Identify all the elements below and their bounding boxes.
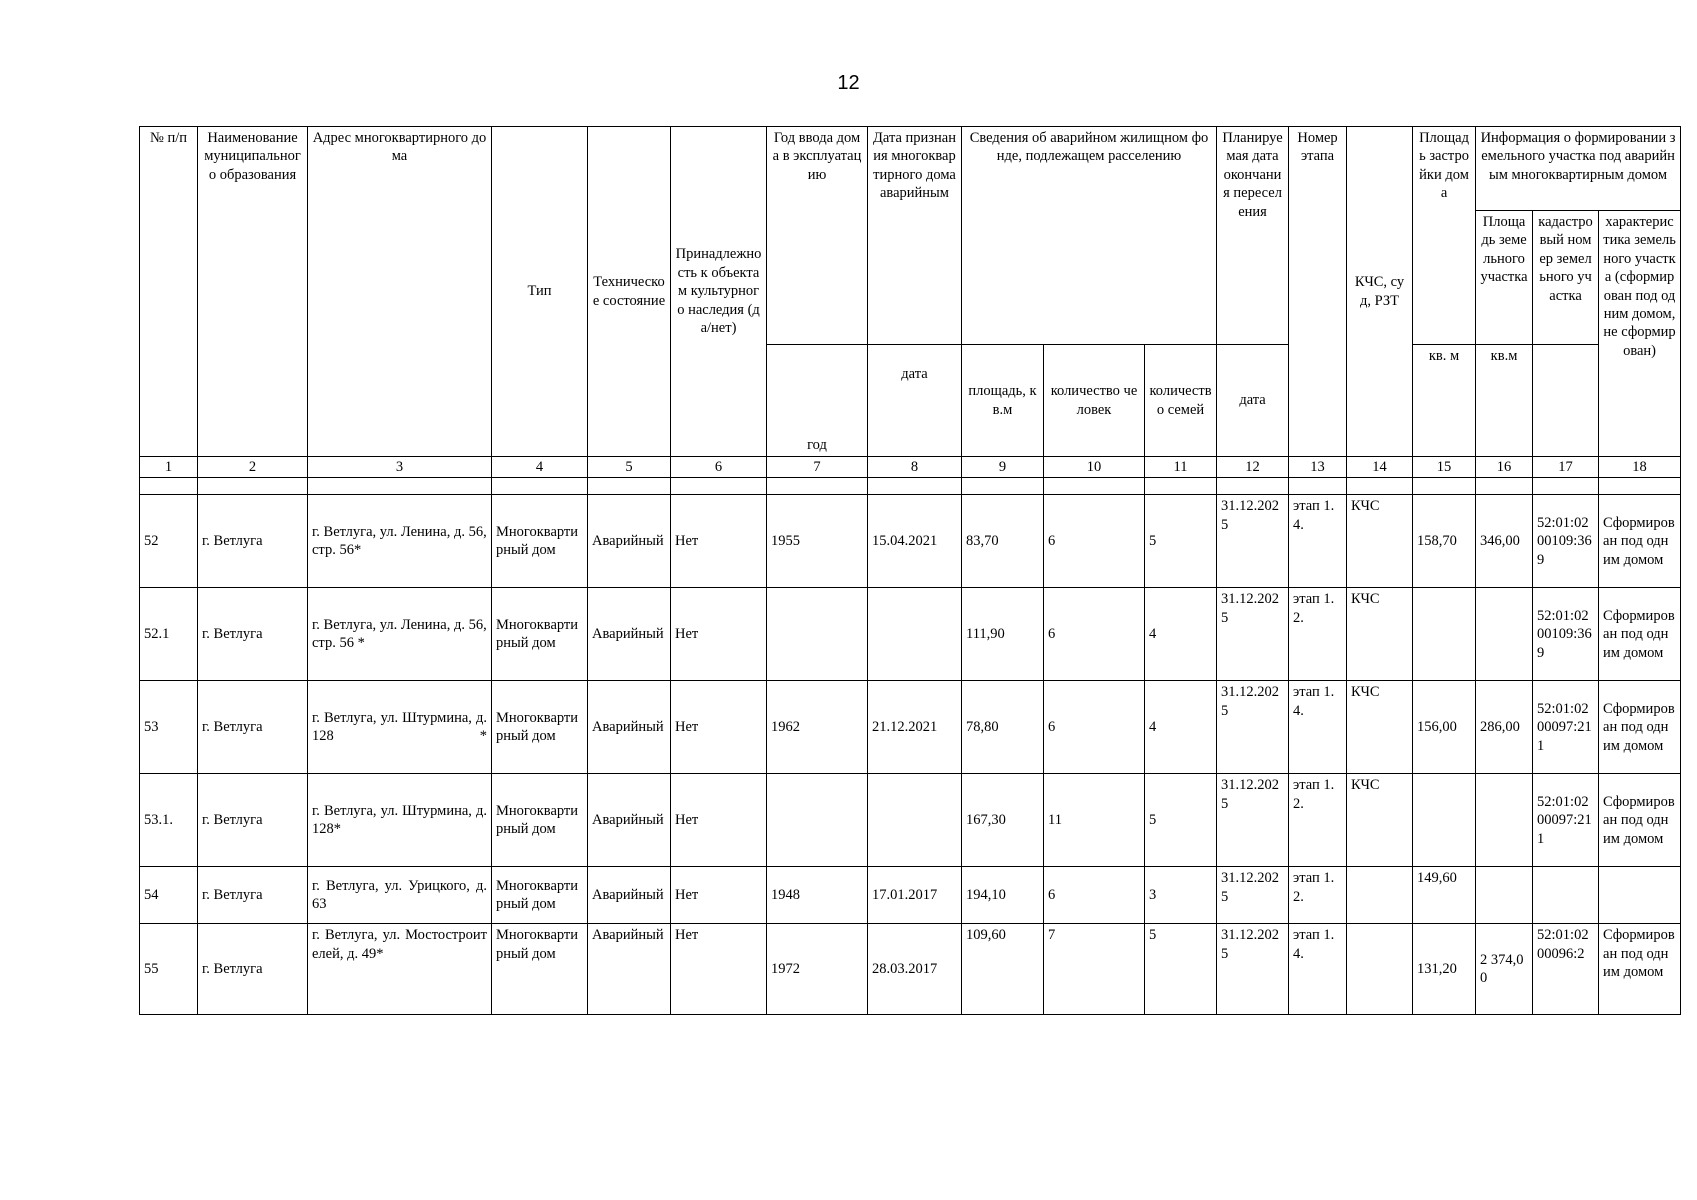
header-technical-state: Техническое состояние xyxy=(588,127,671,457)
cell-year xyxy=(767,774,868,867)
cell-people: 7 xyxy=(1044,924,1145,1015)
column-number: 11 xyxy=(1145,457,1217,478)
cell-municipality: г. Ветлуга xyxy=(198,681,308,774)
cell-number: 54 xyxy=(140,867,198,924)
cell-year: 1948 xyxy=(767,867,868,924)
column-number: 4 xyxy=(492,457,588,478)
header-stage-number: Номер этапа xyxy=(1289,127,1347,457)
unit-year: год xyxy=(767,345,868,457)
cell-land-characteristic: Сформирован под одним домом xyxy=(1599,495,1681,588)
cell-type: Многоквартирный дом xyxy=(492,867,588,924)
cell-municipality: г. Ветлуга xyxy=(198,924,308,1015)
header-kchs: КЧС, суд, РЗТ xyxy=(1347,127,1413,457)
cell-land-characteristic: Сформирован под одним домом xyxy=(1599,588,1681,681)
cell-heritage: Нет xyxy=(671,924,767,1015)
cell-stage: этап 1.2. xyxy=(1289,588,1347,681)
page-number: 12 xyxy=(837,72,860,94)
column-number: 15 xyxy=(1413,457,1476,478)
cell-building-area: 158,70 xyxy=(1413,495,1476,588)
cell-type: Многоквартирный дом xyxy=(492,924,588,1015)
column-number: 14 xyxy=(1347,457,1413,478)
cell-date xyxy=(868,588,962,681)
emergency-housing-table xyxy=(139,126,1681,1015)
cell-type: Многоквартирный дом xyxy=(492,588,588,681)
cell-kchs: КЧС xyxy=(1347,681,1413,774)
cell-land-characteristic xyxy=(1599,867,1681,924)
cell-stage: этап 1.4. xyxy=(1289,495,1347,588)
cell-type: Многоквартирный дом xyxy=(492,495,588,588)
column-number: 18 xyxy=(1599,457,1681,478)
cell-people: 6 xyxy=(1044,867,1145,924)
cell-state: Аварийный xyxy=(588,924,671,1015)
cell-area: 167,30 xyxy=(962,774,1044,867)
header-municipality: Наименование муниципального образования xyxy=(198,127,308,457)
header-commission-year: Год ввода дома в эксплуатацию xyxy=(767,127,868,345)
cell-land-area: 286,00 xyxy=(1476,681,1533,774)
header-number: № п/п xyxy=(140,127,198,457)
cell-building-area xyxy=(1413,774,1476,867)
cell-heritage: Нет xyxy=(671,588,767,681)
cell-address: г. Ветлуга, ул. Урицкого, д. 63 xyxy=(308,867,492,924)
cell-number: 53.1. xyxy=(140,774,198,867)
cell-families: 4 xyxy=(1145,681,1217,774)
cell-cadastre: 52:01:0200097:211 xyxy=(1533,774,1599,867)
cell-year xyxy=(767,588,868,681)
table-row xyxy=(140,495,1681,588)
cell-end-date: 31.12.2025 xyxy=(1217,681,1289,774)
cell-end-date: 31.12.2025 xyxy=(1217,867,1289,924)
cell-year: 1955 xyxy=(767,495,868,588)
cell-address: г. Ветлуга, ул. Мостостроителей, д. 49* xyxy=(308,924,492,1015)
cell-date: 17.01.2017 xyxy=(868,867,962,924)
cell-number: 55 xyxy=(140,924,198,1015)
cell-municipality: г. Ветлуга xyxy=(198,588,308,681)
cell-land-area xyxy=(1476,867,1533,924)
cell-area: 78,80 xyxy=(962,681,1044,774)
cell-families: 5 xyxy=(1145,924,1217,1015)
cell-cadastre xyxy=(1533,867,1599,924)
cell-state: Аварийный xyxy=(588,495,671,588)
cell-date: 28.03.2017 xyxy=(868,924,962,1015)
cell-cadastre: 52:01:0200109:369 xyxy=(1533,495,1599,588)
cell-people: 6 xyxy=(1044,588,1145,681)
cell-address: г. Ветлуга, ул. Штурмина, д. 128* xyxy=(308,774,492,867)
cell-municipality: г. Ветлуга xyxy=(198,867,308,924)
cell-state: Аварийный xyxy=(588,588,671,681)
cell-municipality: г. Ветлуга xyxy=(198,774,308,867)
cell-land-area xyxy=(1476,774,1533,867)
column-number: 7 xyxy=(767,457,868,478)
header-planned-end-date: Планируемая дата окончания переселения xyxy=(1217,127,1289,345)
header-land-area: Площадь земельного участка xyxy=(1476,211,1533,345)
unit-people: количество человек xyxy=(1044,345,1145,457)
unit-land-area: кв.м xyxy=(1476,345,1533,457)
cell-land-characteristic: Сформирован под одним домом xyxy=(1599,924,1681,1015)
column-number: 17 xyxy=(1533,457,1599,478)
header-address: Адрес многоквартирного дома xyxy=(308,127,492,457)
cell-building-area: 131,20 xyxy=(1413,924,1476,1015)
cell-heritage: Нет xyxy=(671,495,767,588)
header-emergency-date: Дата признания многоквартирного дома аварийным xyxy=(868,127,962,345)
column-number: 9 xyxy=(962,457,1044,478)
cell-kchs: КЧС xyxy=(1347,774,1413,867)
unit-end-date: дата xyxy=(1217,345,1289,457)
cell-heritage: Нет xyxy=(671,774,767,867)
cell-number: 52.1 xyxy=(140,588,198,681)
table-row xyxy=(140,867,1681,924)
cell-end-date: 31.12.2025 xyxy=(1217,774,1289,867)
cell-families: 4 xyxy=(1145,588,1217,681)
cell-cadastre: 52:01:0200109:369 xyxy=(1533,588,1599,681)
cell-heritage: Нет xyxy=(671,681,767,774)
cell-area: 194,10 xyxy=(962,867,1044,924)
cell-land-area xyxy=(1476,588,1533,681)
cell-state: Аварийный xyxy=(588,681,671,774)
cell-land-characteristic: Сформирован под одним домом xyxy=(1599,774,1681,867)
cell-people: 6 xyxy=(1044,681,1145,774)
spacer-row xyxy=(140,478,1681,495)
header-type: Тип xyxy=(492,127,588,457)
column-number: 3 xyxy=(308,457,492,478)
table-row xyxy=(140,588,1681,681)
cell-date: 21.12.2021 xyxy=(868,681,962,774)
column-number: 13 xyxy=(1289,457,1347,478)
header-emergency-fund-group: Сведения об аварийном жилищном фонде, подлежащем расселению xyxy=(962,127,1217,345)
cell-area: 109,60 xyxy=(962,924,1044,1015)
cell-end-date: 31.12.2025 xyxy=(1217,495,1289,588)
table-header xyxy=(140,127,1681,495)
table-body xyxy=(140,495,1681,1015)
cell-number: 52 xyxy=(140,495,198,588)
cell-address: г. Ветлуга, ул. Ленина, д. 56, стр. 56* xyxy=(308,495,492,588)
cell-cadastre: 52:01:0200096:2 xyxy=(1533,924,1599,1015)
cell-municipality: г. Ветлуга xyxy=(198,495,308,588)
column-number: 1 xyxy=(140,457,198,478)
cell-land-characteristic: Сформирован под одним домом xyxy=(1599,681,1681,774)
column-number: 6 xyxy=(671,457,767,478)
column-number: 12 xyxy=(1217,457,1289,478)
column-number: 5 xyxy=(588,457,671,478)
cell-type: Многоквартирный дом xyxy=(492,681,588,774)
cell-kchs xyxy=(1347,924,1413,1015)
table-row xyxy=(140,774,1681,867)
cell-building-area xyxy=(1413,588,1476,681)
cell-heritage: Нет xyxy=(671,867,767,924)
cell-land-area: 2 374,00 xyxy=(1476,924,1533,1015)
cell-kchs: КЧС xyxy=(1347,495,1413,588)
header-land-group: Информация о формировании земельного участка под аварийным многоквартирным домом xyxy=(1476,127,1681,211)
cell-stage: этап 1.2. xyxy=(1289,867,1347,924)
unit-families: количество семей xyxy=(1145,345,1217,457)
column-number: 10 xyxy=(1044,457,1145,478)
column-number: 16 xyxy=(1476,457,1533,478)
cell-families: 5 xyxy=(1145,495,1217,588)
cell-stage: этап 1.2. xyxy=(1289,774,1347,867)
cell-area: 83,70 xyxy=(962,495,1044,588)
cell-end-date: 31.12.2025 xyxy=(1217,588,1289,681)
cell-building-area: 149,60 xyxy=(1413,867,1476,924)
cell-kchs: КЧС xyxy=(1347,588,1413,681)
cell-address: г. Ветлуга, ул. Штурмина, д. 128 * xyxy=(308,681,492,774)
table-row xyxy=(140,924,1681,1015)
header-heritage: Принадлежность к объектам культурного наследия (да/нет) xyxy=(671,127,767,457)
cell-address: г. Ветлуга, ул. Ленина, д. 56, стр. 56 * xyxy=(308,588,492,681)
table-row xyxy=(140,681,1681,774)
cell-people: 11 xyxy=(1044,774,1145,867)
cell-date xyxy=(868,774,962,867)
cell-area: 111,90 xyxy=(962,588,1044,681)
cell-cadastre: 52:01:0200097:211 xyxy=(1533,681,1599,774)
cell-people: 6 xyxy=(1044,495,1145,588)
unit-area: площадь, кв.м xyxy=(962,345,1044,457)
cell-families: 5 xyxy=(1145,774,1217,867)
cell-land-area: 346,00 xyxy=(1476,495,1533,588)
cell-date: 15.04.2021 xyxy=(868,495,962,588)
cell-state: Аварийный xyxy=(588,774,671,867)
cell-number: 53 xyxy=(140,681,198,774)
header-cadastral-number: кадастровый номер земельного участка xyxy=(1533,211,1599,345)
column-numbering-row xyxy=(140,457,1681,478)
cell-year: 1962 xyxy=(767,681,868,774)
cell-building-area: 156,00 xyxy=(1413,681,1476,774)
cell-year: 1972 xyxy=(767,924,868,1015)
cell-stage: этап 1.4. xyxy=(1289,924,1347,1015)
cell-kchs xyxy=(1347,867,1413,924)
cell-state: Аварийный xyxy=(588,867,671,924)
unit-building-area: кв. м xyxy=(1413,345,1476,457)
header-building-area: Площадь застройки дома xyxy=(1413,127,1476,345)
cell-end-date: 31.12.2025 xyxy=(1217,924,1289,1015)
cell-type: Многоквартирный дом xyxy=(492,774,588,867)
column-number: 8 xyxy=(868,457,962,478)
cell-stage: этап 1.4. xyxy=(1289,681,1347,774)
unit-date: дата xyxy=(868,345,962,457)
cell-families: 3 xyxy=(1145,867,1217,924)
column-number: 2 xyxy=(198,457,308,478)
header-land-characteristic: характеристика земельного участка (сформирован под одним домом, не сформирован) xyxy=(1599,211,1681,457)
